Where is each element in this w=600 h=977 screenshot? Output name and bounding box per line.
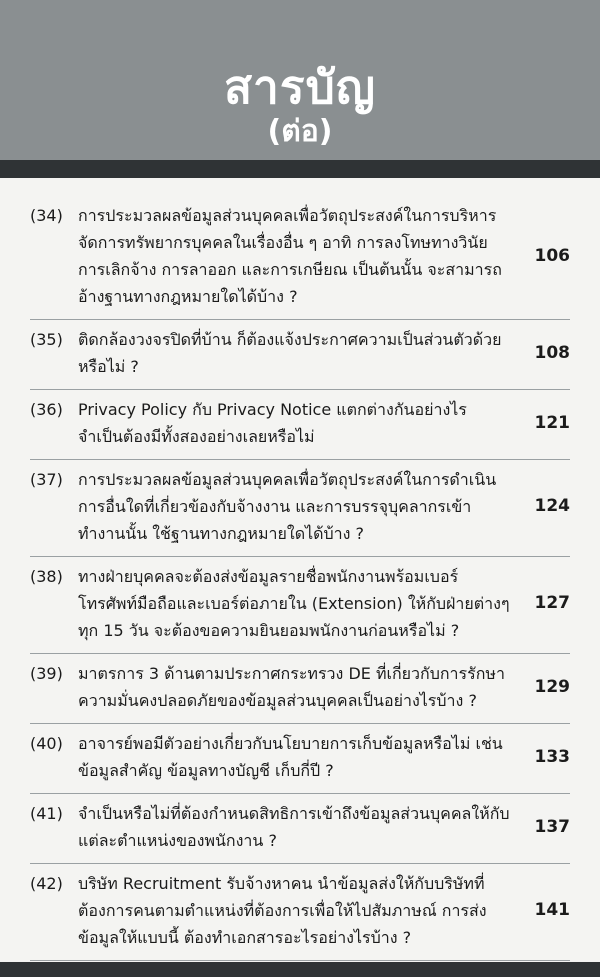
- toc-entry-title: การประมวลผลข้อมูลส่วนบุคคลเพื่อวัตถุประสงค์ในการดำเนินการอื่นใดที่เกี่ยวข้องกับจ้างงาน และการบรรจุบุคลากรเข้าทำงานนั้น ใช้ฐานทางกฎหมายใดได้บ้าง ?: [78, 470, 497, 543]
- toc-entry-title: จำเป็นหรือไม่ที่ต้องกำหนดสิทธิการเข้าถึงข้อมูลส่วนบุคคลให้กับแต่ละตำแหน่งของพนักงาน ?: [78, 804, 510, 850]
- toc-entry-page: 124: [534, 496, 570, 516]
- toc-entry-number: (40): [30, 734, 63, 753]
- toc-entry-page: 121: [534, 412, 570, 433]
- header-banner: [0, 0, 600, 178]
- toc-entry-number: (36): [30, 400, 63, 419]
- toc-entry-page: 141: [534, 900, 570, 920]
- toc-entry-title: มาตรการ 3 ด้านตามประกาศกระทรวง DE ที่เกี่ยวกับการรักษาความมั่นคงปลอดภัยของข้อมูลส่วนบุคคลเป็นอย่างไรบ้าง ?: [78, 664, 505, 710]
- toc-entry-title: ติดกล้องวงจรปิดที่บ้าน ก็ต้องแจ้งประกาศความเป็นส่วนตัวด้วยหรือไม่ ?: [78, 330, 502, 376]
- toc-entry-39: [30, 654, 570, 724]
- toc-entry-page: 106: [534, 245, 570, 266]
- page-title: สารบัญ: [223, 60, 376, 114]
- toc-entry-title: บริษัท Recruitment รับจ้างหาคน นำข้อมูลส่งให้กับบริษัทที่ต้องการคนตามตำแหน่งที่ต้องการเพื่อให้ไปสัมภาษณ์ การส่งข้อมูลให้แบบนี้ ต้องทำเอกสารอะไรอย่างไรบ้าง ?: [78, 874, 487, 947]
- toc-entry-number: (39): [30, 664, 63, 683]
- toc-entry-page: 108: [534, 342, 570, 363]
- toc-entry-page: 137: [534, 816, 570, 837]
- toc-entry-number: (41): [30, 804, 63, 823]
- toc-entry-page: 127: [534, 593, 570, 613]
- toc-entry-41: [30, 794, 570, 864]
- toc-entry-34: [30, 196, 570, 320]
- toc-entry-title: Privacy Policy กับ Privacy Notice แตกต่างกันอย่างไร จำเป็นต้องมีทั้งสองอย่างเลยหรือไม่: [78, 400, 467, 446]
- toc-entry-number: (34): [30, 206, 63, 225]
- toc-entry-number: (37): [30, 470, 63, 489]
- toc-entry-number: (35): [30, 330, 63, 349]
- toc-entry-38: [30, 557, 570, 654]
- toc-entry-42: [30, 864, 570, 961]
- toc-entry-40: [30, 724, 570, 794]
- header-divider-band: [0, 160, 600, 178]
- toc-entry-35: [30, 320, 570, 390]
- toc-entry-number: (38): [30, 567, 63, 586]
- toc-entry-page: 129: [534, 676, 570, 697]
- toc-entry-title: ทางฝ่ายบุคคลจะต้องส่งข้อมูลรายชื่อพนักงานพร้อมเบอร์โทรศัพท์มือถือและเบอร์ต่อภายใน (Extension) ให้กับฝ่ายต่างๆ ทุก 15 วัน จะต้องขอความยินยอมพนักงานก่อนหรือไม่ ?: [78, 567, 510, 640]
- toc-entry-title: การประมวลผลข้อมูลส่วนบุคคลเพื่อวัตถุประสงค์ในการบริหารจัดการทรัพยากรบุคคลในเรื่องอื่น ๆ อาทิ การลงโทษทางวินัย การเลิกจ้าง การลาออก และการเกษียณ เป็นต้นนั้น จะสามารถอ้างฐานทางกฎหมายใดได้บ้าง ?: [78, 206, 502, 306]
- toc-entry-36: [30, 390, 570, 460]
- page-subtitle: (ต่อ): [267, 114, 333, 149]
- toc-entry-page: 133: [534, 746, 570, 767]
- toc-entry-37: [30, 460, 570, 557]
- toc-entry-number: (42): [30, 874, 63, 893]
- toc-entry-title: อาจารย์พอมีตัวอย่างเกี่ยวกับนโยบายการเก็บข้อมูลหรือไม่ เช่น ข้อมูลสำคัญ ข้อมูลทางบัญชี เก็บกี่ปี ?: [78, 734, 503, 780]
- footer-band: [0, 962, 600, 977]
- table-of-contents: [30, 196, 570, 961]
